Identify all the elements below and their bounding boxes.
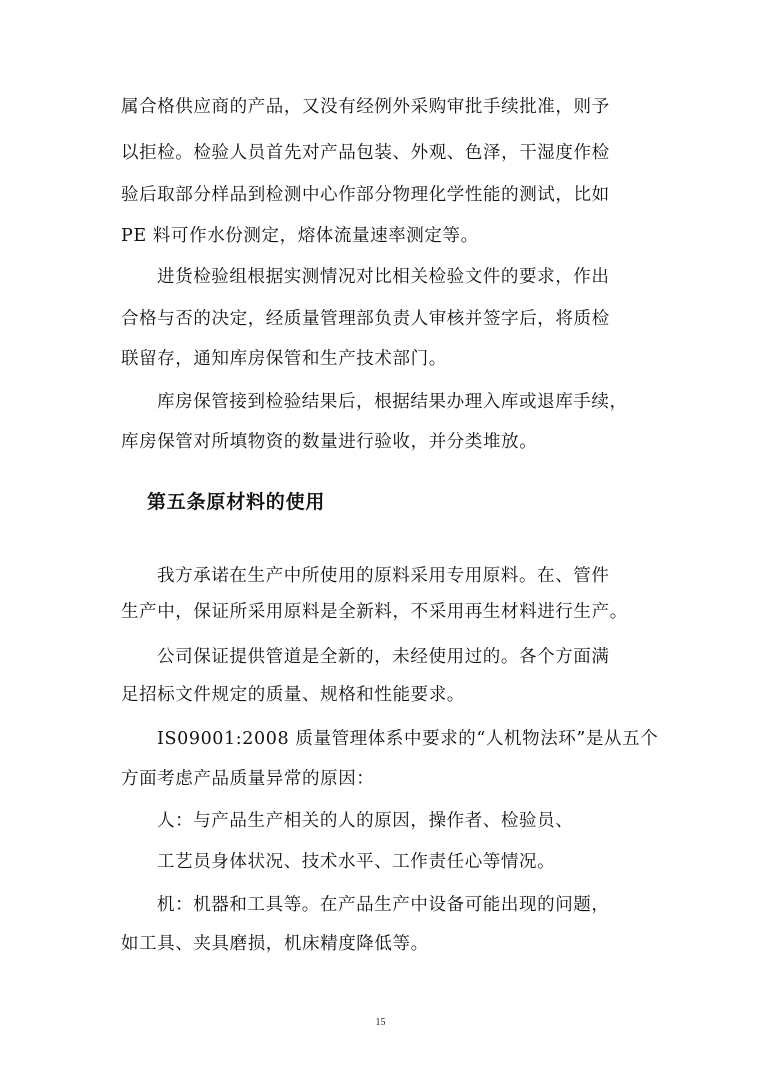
paragraph-line: 公司保证提供管道是全新的，未经使用过的。各个方面满 <box>157 647 610 667</box>
paragraph-line: 足招标文件规定的质量、规格和性能要求。 <box>121 685 465 705</box>
paragraph-line: 以拒检。检验人员首先对产品包装、外观、色泽，干湿度作检 <box>121 143 610 163</box>
paragraph-line: 生产中，保证所采用原料是全新料，不采用再生材料进行生产。 <box>121 602 628 622</box>
paragraph-line: 人：与产品生产相关的人的原因，操作者、检验员、 <box>157 811 574 831</box>
paragraph-line: IS09001:2008 质量管理体系中要求的“人机物法环”是从五个 <box>157 729 659 749</box>
paragraph-line: 属合格供应商的产品，又没有经例外采购审批手续批准，则予 <box>121 97 610 117</box>
paragraph-line: 进货检验组根据实测情况对比相关检验文件的要求，作出 <box>157 267 610 287</box>
paragraph-line: 如工具、夹具磨损，机床精度降低等。 <box>121 934 429 954</box>
paragraph-line: 库房保管对所填物资的数量进行验收，并分类堆放。 <box>121 432 538 452</box>
paragraph-line: 库房保管接到检验结果后，根据结果办理入库或退库手续， <box>157 392 628 412</box>
paragraph-line: 联留存，通知库房保管和生产技术部门。 <box>121 349 447 369</box>
paragraph-line: 方面考虑产品质量异常的原因： <box>121 769 375 789</box>
page-number: 15 <box>375 1017 386 1028</box>
paragraph-line: 机：机器和工具等。在产品生产中设备可能出现的问题， <box>157 895 610 915</box>
paragraph-line: 合格与否的决定，经质量管理部负责人审核并签字后，将质检 <box>121 309 610 329</box>
paragraph-line: 工艺员身体状况、技术水平、工作责任心等情况。 <box>157 852 556 872</box>
paragraph-line: 验后取部分样品到检测中心作部分物理化学性能的测试，比如 <box>121 185 610 205</box>
paragraph-line: 我方承诺在生产中所使用的原料采用专用原料。在、管件 <box>157 566 610 586</box>
paragraph-line: PE 料可作水份测定，熔体流量速率测定等。 <box>121 226 479 246</box>
section-heading: 第五条原材料的使用 <box>147 491 326 513</box>
